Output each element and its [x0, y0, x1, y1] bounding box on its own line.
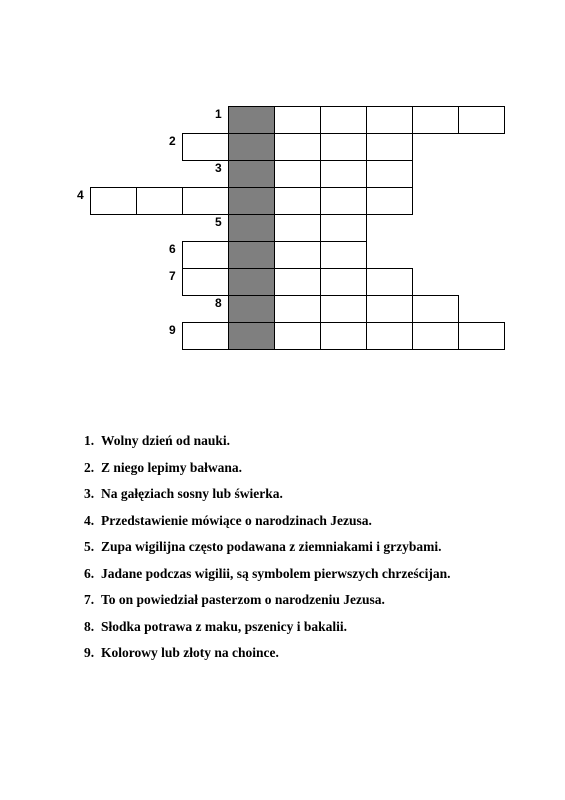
- clue-item: [84, 640, 450, 667]
- clue-text: Na gałęziach sosny lub świerka.: [101, 486, 283, 501]
- key-cell[interactable]: [228, 241, 275, 269]
- answer-cell[interactable]: [366, 133, 413, 161]
- row-number: 2: [169, 134, 176, 148]
- clue-item: [84, 614, 450, 641]
- row-number: 8: [215, 296, 222, 310]
- answer-cell[interactable]: [274, 160, 321, 188]
- row-number: 7: [169, 269, 176, 283]
- clue-number: 7.: [84, 592, 95, 607]
- answer-cell[interactable]: [412, 295, 459, 323]
- answer-cell[interactable]: [274, 214, 321, 242]
- answer-cell[interactable]: [366, 268, 413, 296]
- answer-cell[interactable]: [182, 268, 229, 296]
- answer-cell[interactable]: [182, 133, 229, 161]
- answer-cell[interactable]: [320, 214, 367, 242]
- clue-item: [84, 481, 450, 508]
- answer-cell[interactable]: [320, 133, 367, 161]
- clue-number: 9.: [84, 645, 95, 660]
- answer-cell[interactable]: [366, 106, 413, 134]
- clue-item: [84, 508, 450, 535]
- answer-cell[interactable]: [90, 187, 137, 215]
- row-number: 1: [215, 107, 222, 121]
- answer-cell[interactable]: [320, 322, 367, 350]
- row-number: 5: [215, 215, 222, 229]
- answer-cell[interactable]: [274, 133, 321, 161]
- answer-cell[interactable]: [320, 106, 367, 134]
- clue-number: 5.: [84, 539, 95, 554]
- clue-number: 6.: [84, 565, 95, 581]
- answer-cell[interactable]: [274, 106, 321, 134]
- answer-cell[interactable]: [274, 295, 321, 323]
- clue-item: [84, 428, 450, 455]
- clue-item: [84, 534, 450, 561]
- answer-cell[interactable]: [458, 106, 505, 134]
- answer-cell[interactable]: [320, 268, 367, 296]
- answer-cell[interactable]: [366, 187, 413, 215]
- answer-cell[interactable]: [274, 187, 321, 215]
- clue-number: 4.: [84, 512, 95, 528]
- clue-item: [84, 587, 450, 614]
- clue-text: To on powiedział pasterzom o narodzeniu Jezusa.: [101, 592, 385, 607]
- answer-cell[interactable]: [274, 268, 321, 296]
- answer-cell[interactable]: [412, 322, 459, 350]
- clue-list: [84, 428, 450, 667]
- row-number: 6: [169, 242, 176, 256]
- clue-text: Z niego lepimy bałwana.: [101, 459, 243, 475]
- clue-text: Przedstawienie mówiące o narodzinach Jezusa.: [101, 512, 372, 528]
- key-cell[interactable]: [228, 133, 275, 161]
- key-cell[interactable]: [228, 322, 275, 350]
- key-cell[interactable]: [228, 187, 275, 215]
- clue-item: [84, 561, 450, 588]
- clue-text: Zupa wigilijna często podawana z ziemniakami i grzybami.: [101, 539, 442, 554]
- key-cell[interactable]: [228, 268, 275, 296]
- crossword-grid: [0, 0, 565, 360]
- answer-cell[interactable]: [274, 322, 321, 350]
- row-number: 3: [215, 161, 222, 175]
- answer-cell[interactable]: [182, 187, 229, 215]
- answer-cell[interactable]: [366, 295, 413, 323]
- answer-cell[interactable]: [136, 187, 183, 215]
- clue-text: Kolorowy lub złoty na choince.: [101, 645, 279, 660]
- answer-cell[interactable]: [458, 322, 505, 350]
- answer-cell[interactable]: [182, 241, 229, 269]
- answer-cell[interactable]: [274, 241, 321, 269]
- answer-cell[interactable]: [320, 160, 367, 188]
- key-cell[interactable]: [228, 160, 275, 188]
- answer-cell[interactable]: [320, 187, 367, 215]
- answer-cell[interactable]: [320, 241, 367, 269]
- answer-cell[interactable]: [412, 106, 459, 134]
- answer-cell[interactable]: [320, 295, 367, 323]
- clue-text: Słodka potrawa z maku, pszenicy i bakalii.: [101, 618, 348, 634]
- row-number: 4: [77, 188, 84, 202]
- answer-cell[interactable]: [366, 160, 413, 188]
- clue-number: 3.: [84, 486, 95, 501]
- clue-text: Wolny dzień od nauki.: [101, 433, 231, 448]
- answer-cell[interactable]: [182, 322, 229, 350]
- clue-number: 2.: [84, 459, 95, 475]
- key-cell[interactable]: [228, 295, 275, 323]
- answer-cell[interactable]: [366, 322, 413, 350]
- clue-number: 1.: [84, 433, 95, 448]
- clue-item: [84, 455, 450, 482]
- key-cell[interactable]: [228, 214, 275, 242]
- clue-number: 8.: [84, 618, 95, 634]
- key-cell[interactable]: [228, 106, 275, 134]
- clue-text: Jadane podczas wigilii, są symbolem pierwszych chrześcijan.: [101, 565, 451, 581]
- row-number: 9: [169, 323, 176, 337]
